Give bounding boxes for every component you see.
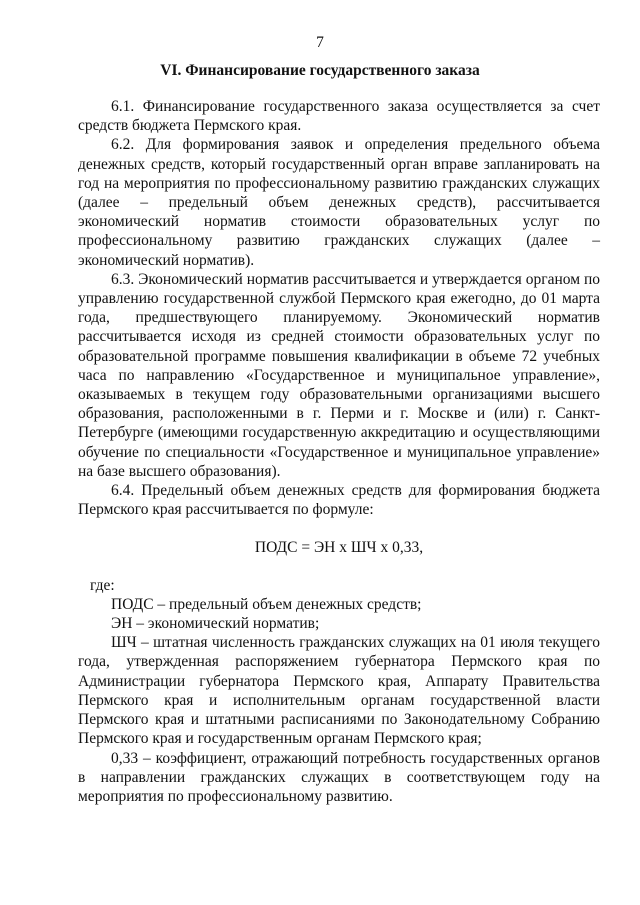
definition-en: ЭН – экономический норматив; <box>111 615 320 633</box>
paragraph-6-3: 6.3. Экономический норматив рассчитывается и утверждается органом по управлению государственной службой Пермского края ежегодно, до 01 марта года, предшествующего планируемому. Экономический норматив рассчитывается исходя из средней стоимости образовательных услуг по образовательной программе повышения квалификации в объеме 72 учебных часа по направлению «Государственное и муниципальное управление», оказываемых в текущем году образовательными организациями высшего образования, расположенными в г. Перми и г. Москве и (или) г. Санкт-Петербурге (имеющими государственную аккредитацию и осуществляющими обучение по специальности «Государственное и муниципальное управление» на базе высшего образования). <box>78 270 600 480</box>
where-label: где: <box>90 576 115 594</box>
page-number: 7 <box>316 34 324 51</box>
paragraph-6-1: 6.1. Финансирование государственного заказа осуществляется за счет средств бюджета Пермского края. <box>78 98 600 135</box>
section-heading: VI. Финансирование государственного заказа <box>160 62 480 79</box>
document-body <box>78 97 600 806</box>
definition-coefficient: 0,33 – коэффициент, отражающий потребность государственных органов в направлении гражданских служащих в соответствующем году на мероприятия по профессиональному развитию. <box>78 749 600 805</box>
paragraph-6-4: 6.4. Предельный объем денежных средств для формирования бюджета Пермского края рассчитывается по формуле: <box>78 482 600 519</box>
definition-pods: ПОДС – предельный объем денежных средств; <box>111 595 422 613</box>
paragraph-6-2: 6.2. Для формирования заявок и определения предельного объема денежных средств, который государственный орган вправе запланировать на год на мероприятия по профессиональному развитию гражданских служащих (далее – предельный объем денежных средств), рассчитывается экономический норматив стоимости образовательных услуг по профессиональному развитию гражданских служащих (далее – экономический норматив). <box>78 136 600 269</box>
formula: ПОДС = ЭН х ШЧ х 0,33, <box>254 539 424 557</box>
definition-shch: ШЧ – штатная численность гражданских служащих на 01 июля текущего года, утвержденная распоряжением губернатора Пермского края по Администрации губернатора Пермского края, Аппарату Правительства Пермского края и исполнительным органам государственной власти Пермского края и штатными расписаниями по Законодательному Собранию Пермского края и государственным органам Пермского края; <box>78 634 600 748</box>
